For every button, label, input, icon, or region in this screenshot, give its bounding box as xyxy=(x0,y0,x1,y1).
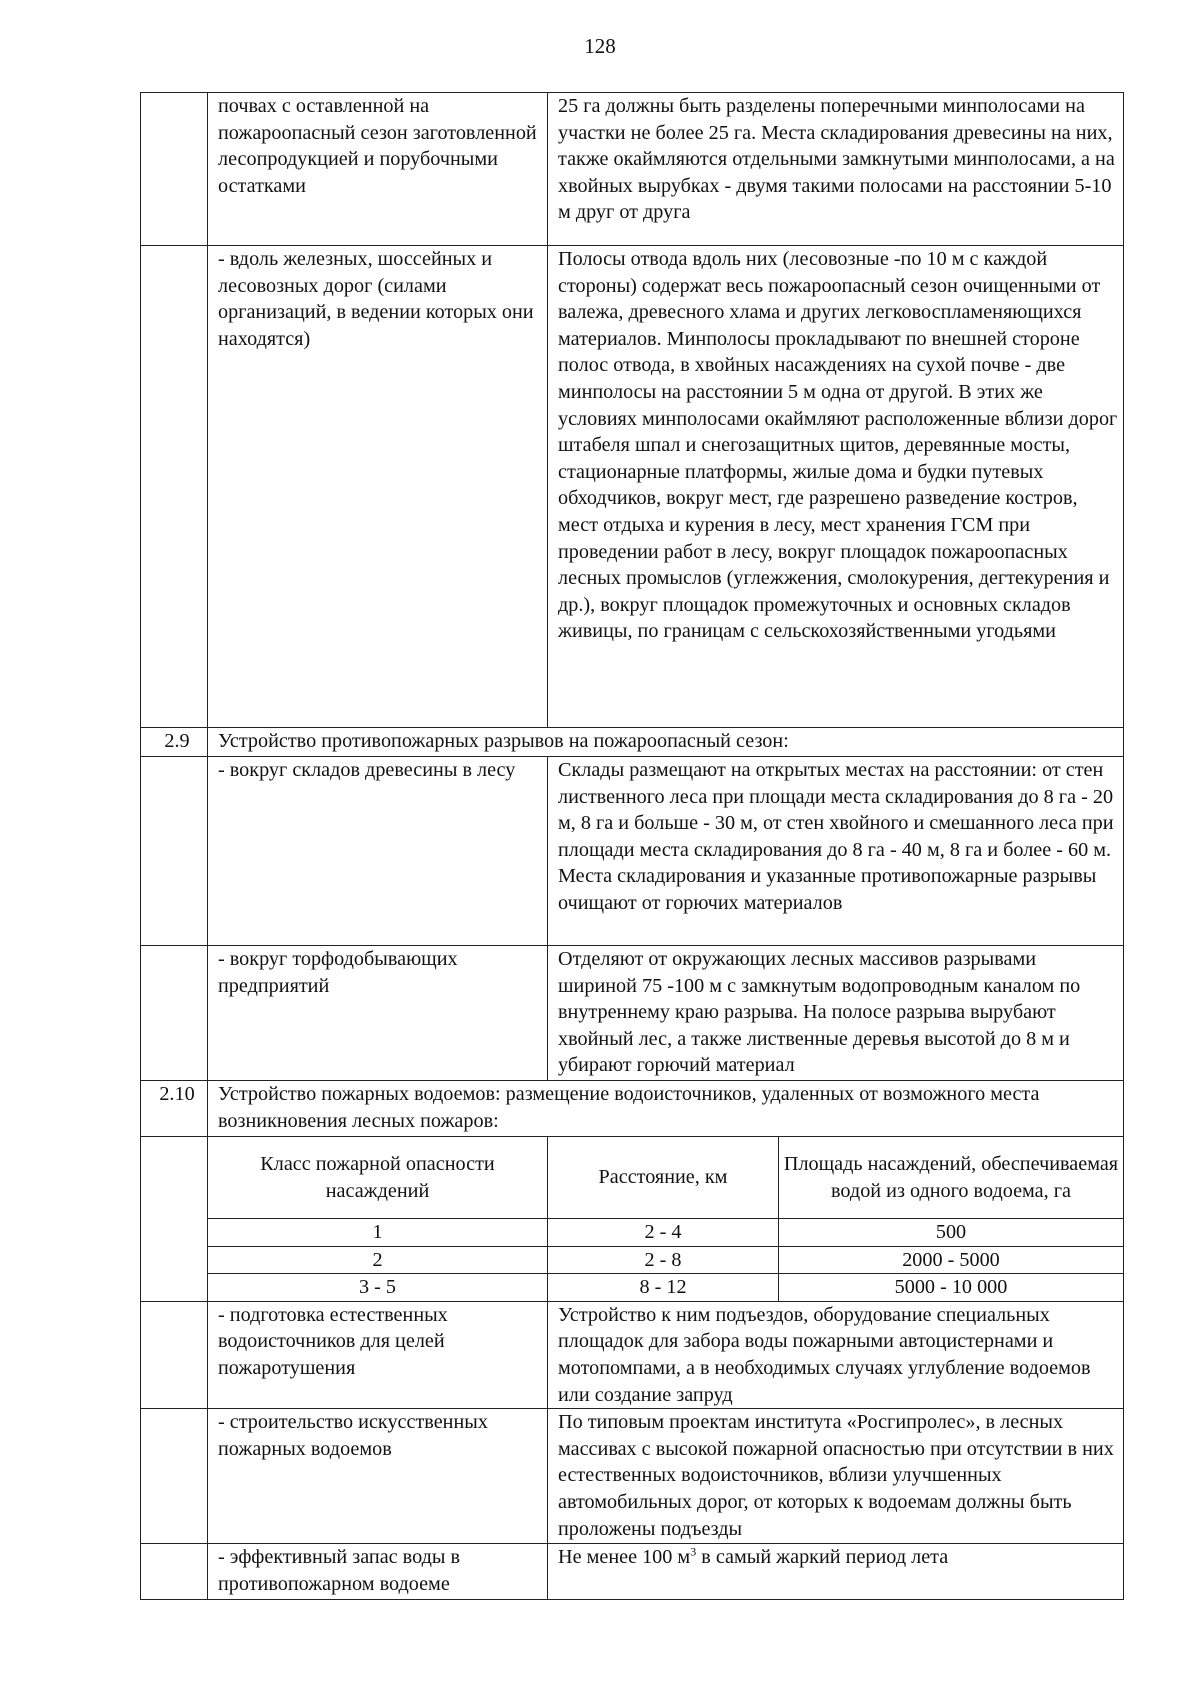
table-row xyxy=(141,93,1124,246)
inner-table-row xyxy=(141,1246,1124,1274)
table-row xyxy=(141,1409,1124,1544)
row-description-cell: Отделяют от окружающих лесных массивов разрывами шириной 75 -100 м с замкнутым водопроводным каналом по внутреннему краю разрыва. На полосе разрыва вырубают хвойный лес, а также лиственные деревья высотой до 8 м и убирают горючий материал xyxy=(548,946,1124,1081)
table-row xyxy=(141,246,1124,728)
inner-cell-class: 2 xyxy=(208,1246,548,1274)
page-number: 128 xyxy=(584,34,616,58)
row-label-cell: почвах с оставленной на пожароопасный сезон заготовленной лесопродукцией и порубочными остатками xyxy=(208,93,548,246)
row-description-cell: Полосы отвода вдоль них (лесовозные -по 10 м с каждой стороны) содержат весь пожароопасный сезон очищенными от валежа, древесного хлама и других легковоспламеняющихся материалов. Минполосы прокладывают по внешней стороне полос отвода, в хвойных насаждениях на сухой почве - две минполосы на расстоянии 5 м одна от другой. В этих же условиях минполосами окаймляют расположенные вблизи дорог штабеля шпал и снегозащитных щитов, деревянные мосты, стационарные платформы, жилые дома и будки путевых обходчиков, вокруг мест, где разрешено разведение костров, мест отдыха и курения в лесу, мест хранения ГСМ при проведении работ в лесу, вокруг площадок пожароопасных лесных промыслов (углежжения, смолокурения, дегтекурения и др.), вокруг площадок промежуточных и основных складов живицы, по границам с сельскохозяйственными угодьями xyxy=(548,246,1124,728)
inner-cell-distance: 2 - 8 xyxy=(548,1246,779,1274)
inner-cell-area: 500 xyxy=(779,1219,1124,1247)
inner-cell-area: 5000 - 10 000 xyxy=(779,1274,1124,1302)
section-title: Устройство пожарных водоемов: размещение водоисточников, удаленных от возможного места возникновения лесных пожаров: xyxy=(208,1081,1124,1137)
inner-header-distance: Расстояние, км xyxy=(548,1137,779,1219)
section-number: 2.10 xyxy=(141,1081,208,1137)
main-table xyxy=(140,92,1124,1600)
section-header-row xyxy=(141,1081,1124,1137)
row-description-cell: По типовым проектам института «Росгипролес», в лесных массивах с высокой пожарной опасностью при отсутствии в них естественных водоисточников, вблизи улучшенных автомобильных дорог, от которых к водоемам должны быть проложены подъезды xyxy=(548,1409,1124,1544)
superscript: 3 xyxy=(690,1544,697,1559)
row-label-cell: - эффективный запас воды в противопожарном водоеме xyxy=(208,1544,548,1600)
water-volume-suffix: в самый жаркий период лета xyxy=(696,1546,949,1569)
row-label-cell: - вокруг складов древесины в лесу xyxy=(208,757,548,946)
inner-table-row xyxy=(141,1219,1124,1247)
table-row xyxy=(141,1301,1124,1408)
inner-cell-class: 3 - 5 xyxy=(208,1274,548,1302)
row-description-cell xyxy=(548,1544,1124,1600)
table-row xyxy=(141,757,1124,946)
row-number-cell xyxy=(141,93,208,246)
row-description-cell: Устройство к ним подъездов, оборудование специальных площадок для забора воды пожарными автоцистернами и мотопомпами, а в необходимых случаях углубление водоемов или создание запруд xyxy=(548,1301,1124,1408)
inner-header-area: Площадь насаждений, обеспечиваемая водой из одного водоема, га xyxy=(779,1137,1124,1219)
inner-cell-distance: 2 - 4 xyxy=(548,1219,779,1247)
row-description-cell: Склады размещают на открытых местах на расстоянии: от стен лиственного леса при площади места складирования до 8 га - 20 м, 8 га и больше - 30 м, от стен хвойного и смешанного леса при площади места складирования до 8 га - 40 м, 8 га и более - 60 м. Места складирования и указанные противопожарные разрывы очищают от горючих материалов xyxy=(548,757,1124,946)
section-header-row xyxy=(141,728,1124,757)
table-row xyxy=(141,1544,1124,1600)
inner-header-class: Класс пожарной опасности насаждений xyxy=(208,1137,548,1219)
inner-cell-distance: 8 - 12 xyxy=(548,1274,779,1302)
row-number-cell xyxy=(141,246,208,728)
table-row xyxy=(141,946,1124,1081)
section-number: 2.9 xyxy=(141,728,208,757)
inner-table-row xyxy=(141,1274,1124,1302)
inner-table-header-row xyxy=(141,1137,1124,1219)
water-volume-text: Не менее 100 м xyxy=(558,1546,691,1569)
row-label-cell: - вдоль железных, шоссейных и лесовозных дорог (силами организаций, в ведении которых они находятся) xyxy=(208,246,548,728)
inner-cell-class: 1 xyxy=(208,1219,548,1247)
row-label-cell: - подготовка естественных водоисточников для целей пожаротушения xyxy=(208,1301,548,1408)
row-label-cell: - строительство искусственных пожарных водоемов xyxy=(208,1409,548,1544)
row-label-cell: - вокруг торфодобывающих предприятий xyxy=(208,946,548,1081)
section-title: Устройство противопожарных разрывов на пожароопасный сезон: xyxy=(208,728,1124,757)
inner-cell-area: 2000 - 5000 xyxy=(779,1246,1124,1274)
row-description-cell: 25 га должны быть разделены поперечными минполосами на участки не более 25 га. Места складирования древесины на них, также окаймляются отдельными замкнутыми минполосами, а на хвойных вырубках - двумя такими полосами на расстоянии 5-10 м друг от друга xyxy=(548,93,1124,246)
